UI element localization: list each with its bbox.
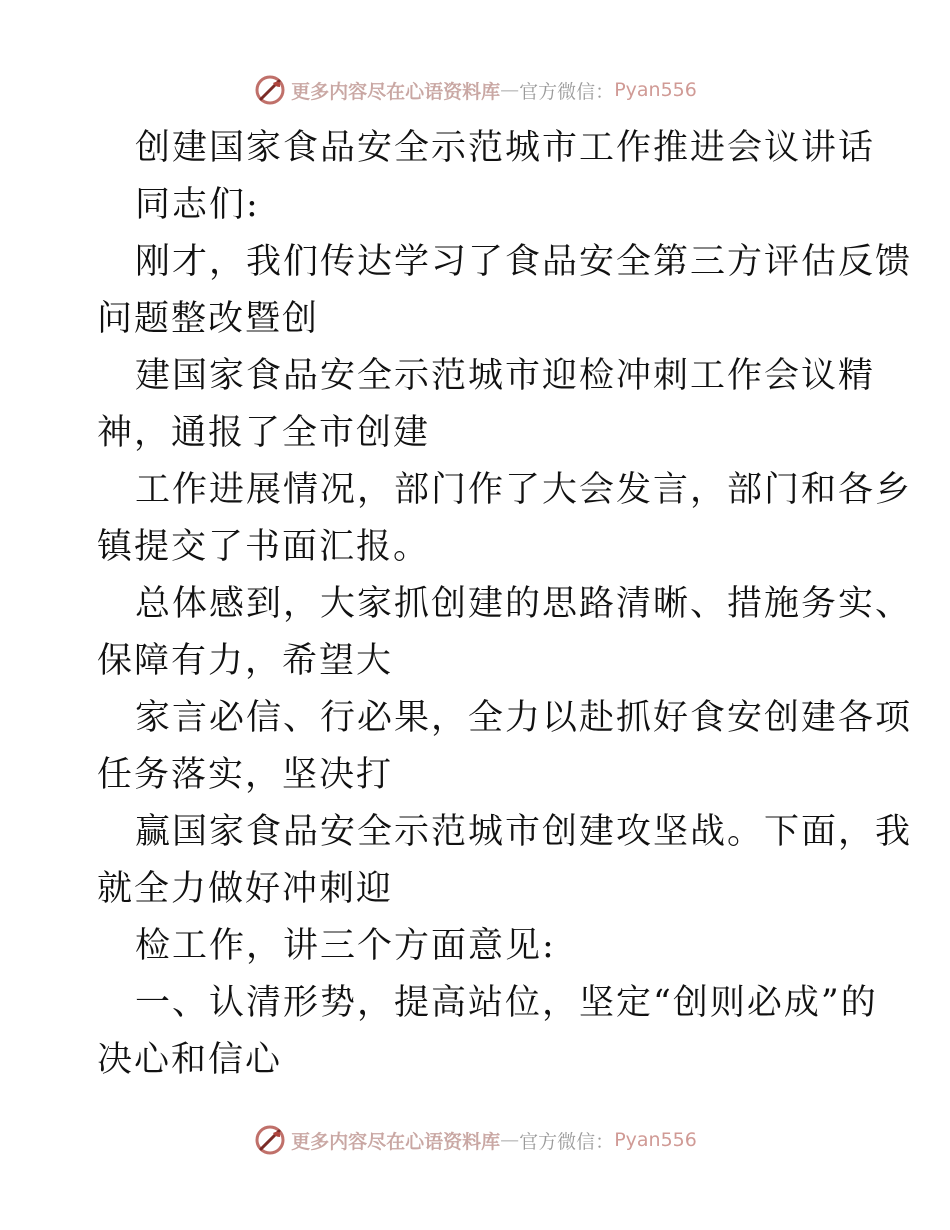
text-line: 总体感到，大家抓创建的思路清晰、措施务实、: [135, 584, 913, 624]
salutation: 同志们:: [135, 185, 260, 225]
text-line: 建国家食品安全示范城市迎检冲刺工作会议精: [135, 356, 876, 396]
watermark-wechat-id: Pyan556: [614, 79, 697, 101]
section-heading-continued: 决心和信心: [97, 1040, 283, 1080]
footer-watermark: [0, 1120, 950, 1160]
text-line: 家言必信、行必果，全力以赴抓好食安创建各项: [135, 698, 913, 738]
watermark-dash: —: [500, 1129, 520, 1151]
watermark-brand-text: 更多内容尽在心语资料库: [291, 1130, 501, 1153]
document-body: [97, 120, 913, 1089]
text-line: 神，通报了全市创建: [97, 413, 431, 453]
text-line: 检工作，讲三个方面意见:: [135, 926, 556, 966]
quill-pen-circle-icon: [253, 73, 287, 107]
text-line: 工作进展情况，部门作了大会发言，部门和各乡: [135, 470, 913, 510]
text-line: 赢国家食品安全示范城市创建攻坚战。下面，我: [135, 812, 913, 852]
text-line: 就全力做好冲刺迎: [97, 869, 394, 909]
quill-pen-circle-icon: [253, 1123, 287, 1157]
watermark-wechat-id: Pyan556: [614, 1129, 697, 1151]
watermark-dash: —: [500, 79, 520, 101]
watermark-wechat-label: 官方微信：: [519, 80, 615, 103]
watermark-wechat-label: 官方微信：: [519, 1130, 615, 1153]
text-line: 刚才，我们传达学习了食品安全第三方评估反馈: [135, 242, 913, 282]
header-watermark: [0, 70, 950, 110]
watermark-brand-text: 更多内容尽在心语资料库: [291, 80, 501, 103]
text-line: 保障有力，希望大: [97, 641, 394, 681]
section-heading: 一、认清形势，提高站位，坚定“创则必成”的: [135, 983, 878, 1023]
text-line: 问题整改暨创: [97, 299, 320, 339]
document-title: 创建国家食品安全示范城市工作推进会议讲话: [135, 128, 876, 168]
text-line: 镇提交了书面汇报。: [97, 527, 431, 567]
text-line: 任务落实，坚决打: [97, 755, 394, 795]
